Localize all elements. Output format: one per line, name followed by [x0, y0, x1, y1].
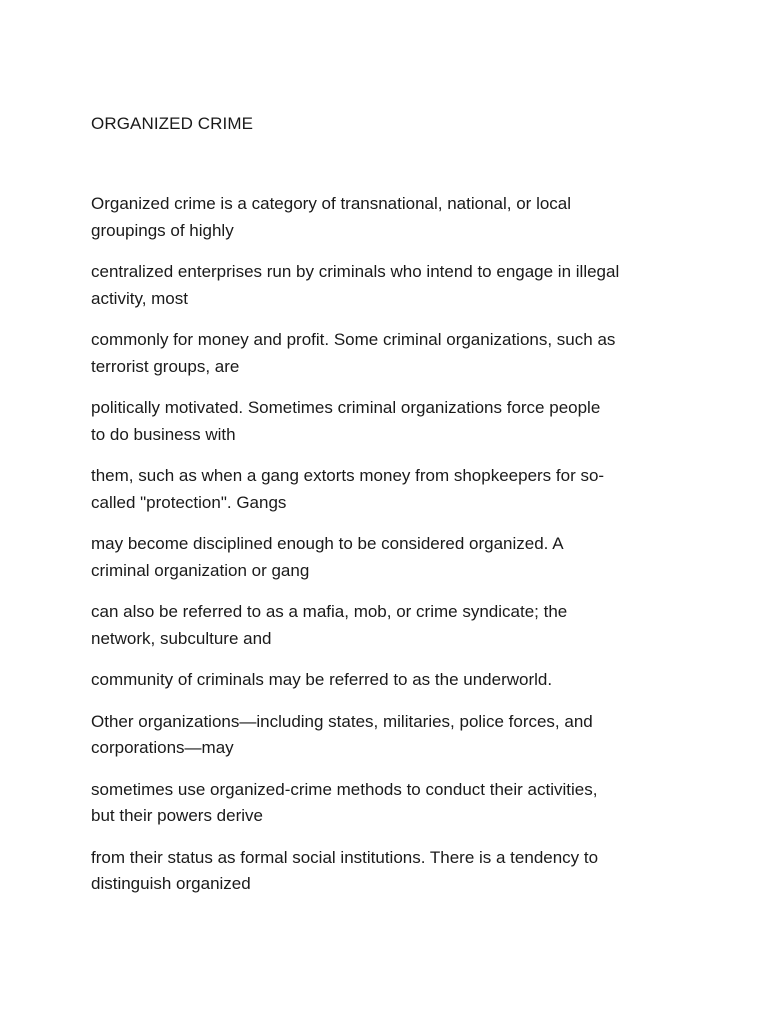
paragraph — [91, 777, 691, 830]
paragraph-line: sometimes use organized-crime methods to conduct their activities, — [91, 779, 598, 799]
paragraph-line: corporations—may — [91, 738, 234, 757]
paragraph-line: can also be referred to as a mafia, mob, or crime syndicate; the — [91, 602, 568, 621]
paragraph-line: network, subculture and — [91, 628, 272, 648]
paragraph-line: groupings of highly — [91, 220, 234, 240]
document-title: ORGANIZED CRIME — [91, 114, 254, 133]
paragraph-line: centralized enterprises run by criminals who intend to engage in illegal — [91, 262, 620, 281]
paragraph — [91, 463, 691, 516]
paragraph — [91, 709, 691, 762]
paragraph-line: from their status as formal social institutions. There is a tendency to — [91, 847, 599, 867]
paragraph-line: Other organizations—including states, militaries, police forces, and — [91, 711, 593, 731]
paragraph-line: activity, most — [91, 288, 188, 308]
paragraph — [91, 667, 691, 694]
paragraph-line: may become disciplined enough to be considered organized. A — [91, 534, 564, 553]
paragraph — [91, 845, 691, 898]
paragraph-line: them, such as when a gang extorts money from shopkeepers for so- — [91, 466, 605, 485]
paragraph-line: community of criminals may be referred to as the underworld. — [91, 670, 553, 689]
paragraph — [91, 531, 691, 584]
document-page — [91, 111, 691, 913]
paragraph-line: to do business with — [91, 424, 236, 444]
paragraph — [91, 191, 691, 244]
paragraph — [91, 259, 691, 312]
paragraph-line: terrorist groups, are — [91, 356, 240, 376]
paragraph-line: distinguish organized — [91, 874, 251, 893]
paragraph — [91, 599, 691, 652]
paragraph-line: called "protection". Gangs — [91, 492, 287, 512]
paragraph-line: politically motivated. Sometimes criminal organizations force people — [91, 398, 601, 417]
paragraph-line: criminal organization or gang — [91, 560, 310, 580]
paragraph — [91, 327, 691, 380]
paragraph-line: Organized crime is a category of transnational, national, or local — [91, 194, 572, 213]
paragraph-line: but their powers derive — [91, 806, 263, 825]
paragraph-line: commonly for money and profit. Some criminal organizations, such as — [91, 330, 616, 349]
paragraph-list — [91, 191, 691, 898]
paragraph — [91, 395, 691, 448]
